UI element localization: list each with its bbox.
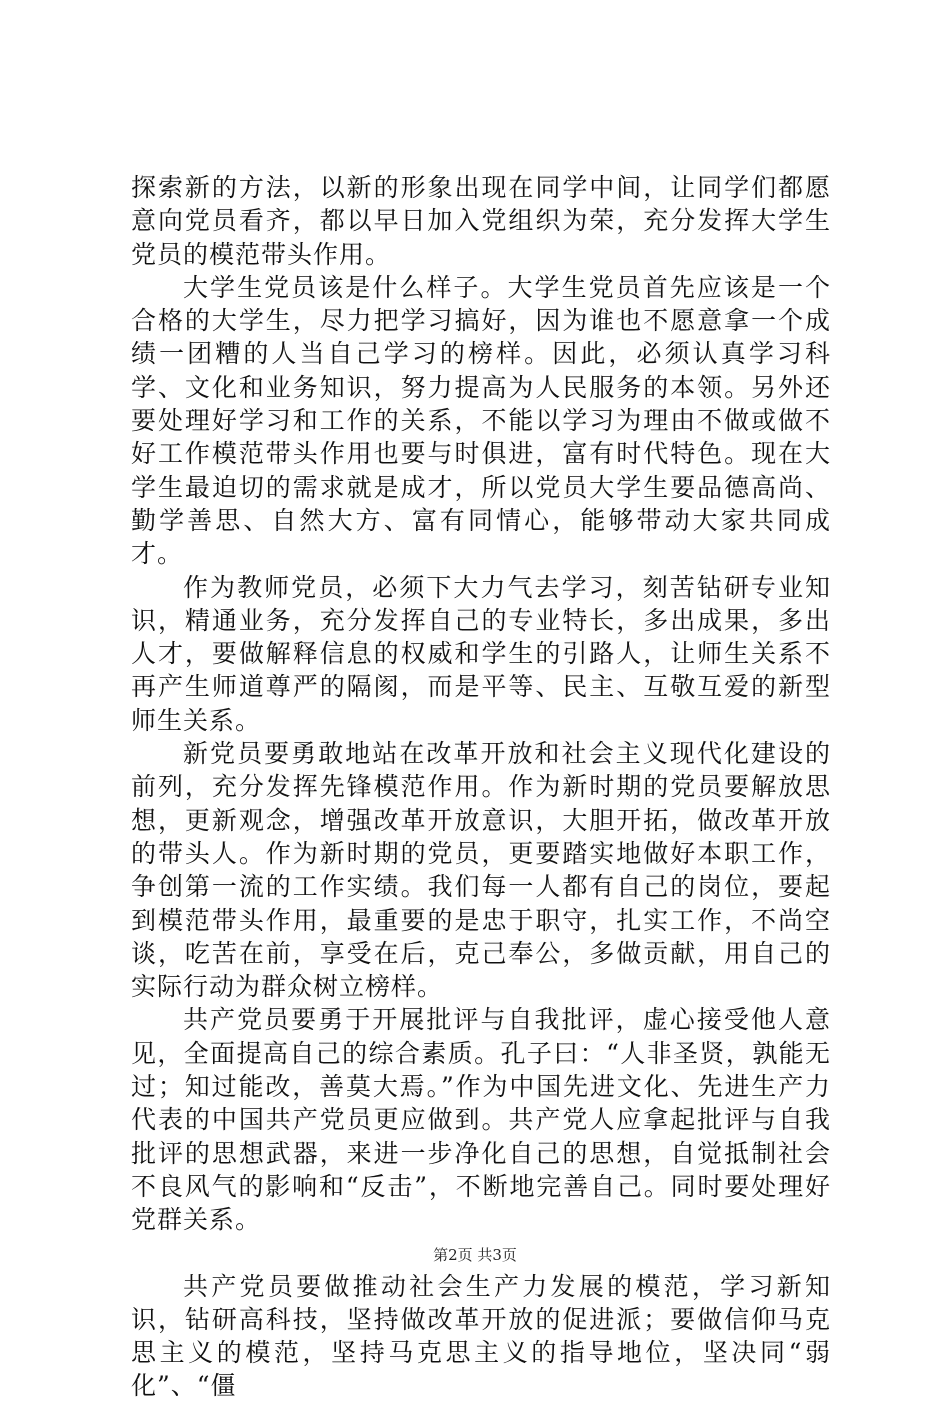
paragraph-1: 探索新的方法，以新的形象出现在同学中间，让同学们都愿意向党员看齐，都以早日加入党组织为荣，充分发挥大学生党员的模范带头作用。 <box>131 173 831 269</box>
paragraph-2: 大学生党员该是什么样子。大学生党员首先应该是一个合格的大学生，尽力把学习搞好，因为谁也不愿意拿一个成绩一团糟的人当自己学习的榜样。因此，必须认真学习科学、文化和业务知识，努力提高为人民服务的本领。另外还要处理好学习和工作的关系，不能以学习为理由不做或做不好工作模范带头作用也要与时俱进，富有时代特色。现在大学生最迫切的需求就是成才，所以党员大学生要品德高尚、勤学善思、自然大方、富有同情心，能够带动大家共同成才。 <box>131 272 831 569</box>
paragraph-6: 共产党员要做推动社会生产力发展的模范，学习新知识，钻研高科技，坚持做改革开放的促进派；要做信仰马克思主义的模范，坚持马克思主义的指导地位，坚决同“弱化”、“僵 <box>131 1271 831 1401</box>
paragraph-5: 共产党员要勇于开展批评与自我批评，虚心接受他人意见，全面提高自己的综合素质。孔子曰：“人非圣贤，孰能无过；知过能改，善莫大焉。”作为中国先进文化、先进生产力代表的中国共产党员更应做到。共产党人应拿起批评与自我批评的思想武器，来进一步净化自己的思想，自觉抵制社会不良风气的影响和“反击”，不断地完善自己。同时要处理好党群关系。 <box>131 1005 831 1235</box>
paragraph-3: 作为教师党员，必须下大力气去学习，刻苦钻研专业知识，精通业务，充分发挥自己的专业特长，多出成果，多出人才，要做解释信息的权威和学生的引路人，让师生关系不再产生师道尊严的隔阂，而是平等、民主、互敬互爱的新型师生关系。 <box>131 572 831 735</box>
page-footer: 第2页 共3页 <box>433 1246 517 1264</box>
paragraph-4: 新党员要勇敢地站在改革开放和社会主义现代化建设的前列，充分发挥先锋模范作用。作为新时期的党员要解放思想，更新观念，增强改革开放意识，大胆开拓，做改革开放的带头人。作为新时期的党员，更要踏实地做好本职工作，争创第一流的工作实绩。我们每一人都有自己的岗位，要起到模范带头作用，最重要的是忠于职守，扎实工作，不尚空谈，吃苦在前，享受在后，克己奉公，多做贡献，用自己的实际行动为群众树立榜样。 <box>131 739 831 1002</box>
document-body <box>131 171 831 1403</box>
